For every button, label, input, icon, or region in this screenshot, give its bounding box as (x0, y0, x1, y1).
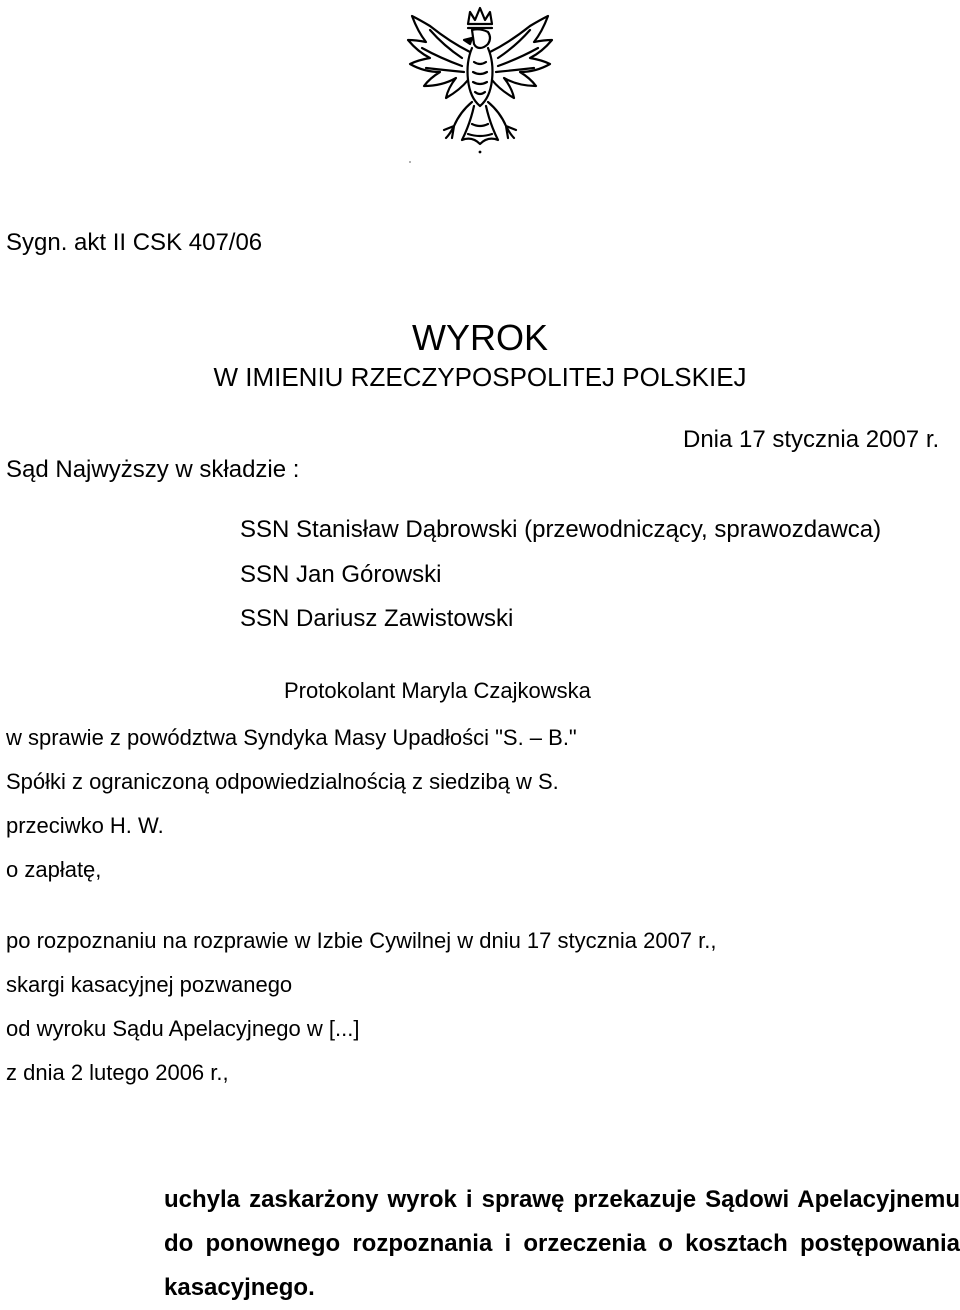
proceeding-line-appeal-court: od wyroku Sądu Apelacyjnego w [...] (6, 1016, 360, 1041)
court-panel-label: Sąd Najwyższy w składzie : (6, 456, 300, 483)
judgment-date: Dnia 17 stycznia 2007 r. (683, 426, 940, 453)
judge-presiding: SSN Stanisław Dąbrowski (przewodniczący, sprawozdawca) (240, 516, 882, 543)
case-line-defendant: przeciwko H. W. (6, 813, 164, 838)
judge-third: SSN Dariusz Zawistowski (240, 605, 514, 632)
case-line-company: Spółki z ograniczoną odpowiedzialnością z siedzibą w S. (6, 769, 559, 794)
judge-second: SSN Jan Górowski (240, 561, 442, 588)
document-title: WYROK (411, 317, 548, 358)
ruling-text: uchyla zaskarżony wyrok i sprawę przekazuje Sądowi Apelacyjnemu do ponownego rozpoznania i orzeczenia o kosztach postępowania kasacyjnego. (164, 1186, 960, 1301)
polish-eagle-emblem-icon (400, 2, 560, 164)
case-line-subject: o zapłatę, (6, 857, 102, 882)
proceeding-line-date: z dnia 2 lutego 2006 r., (6, 1060, 229, 1085)
document-subtitle: W IMIENIU RZECZYPOSPOLITEJ POLSKIEJ (213, 362, 747, 392)
proceeding-line-complaint: skargi kasacyjnej pozwanego (6, 972, 293, 997)
case-signature: Sygn. akt II CSK 407/06 (6, 229, 263, 256)
case-line-plaintiff: w sprawie z powództwa Syndyka Masy Upadłości "S. – B." (6, 725, 577, 750)
proceeding-line-hearing: po rozpoznaniu na rozprawie w Izbie Cywilnej w dniu 17 stycznia 2007 r., (6, 928, 717, 953)
court-clerk: Protokolant Maryla Czajkowska (284, 678, 591, 703)
